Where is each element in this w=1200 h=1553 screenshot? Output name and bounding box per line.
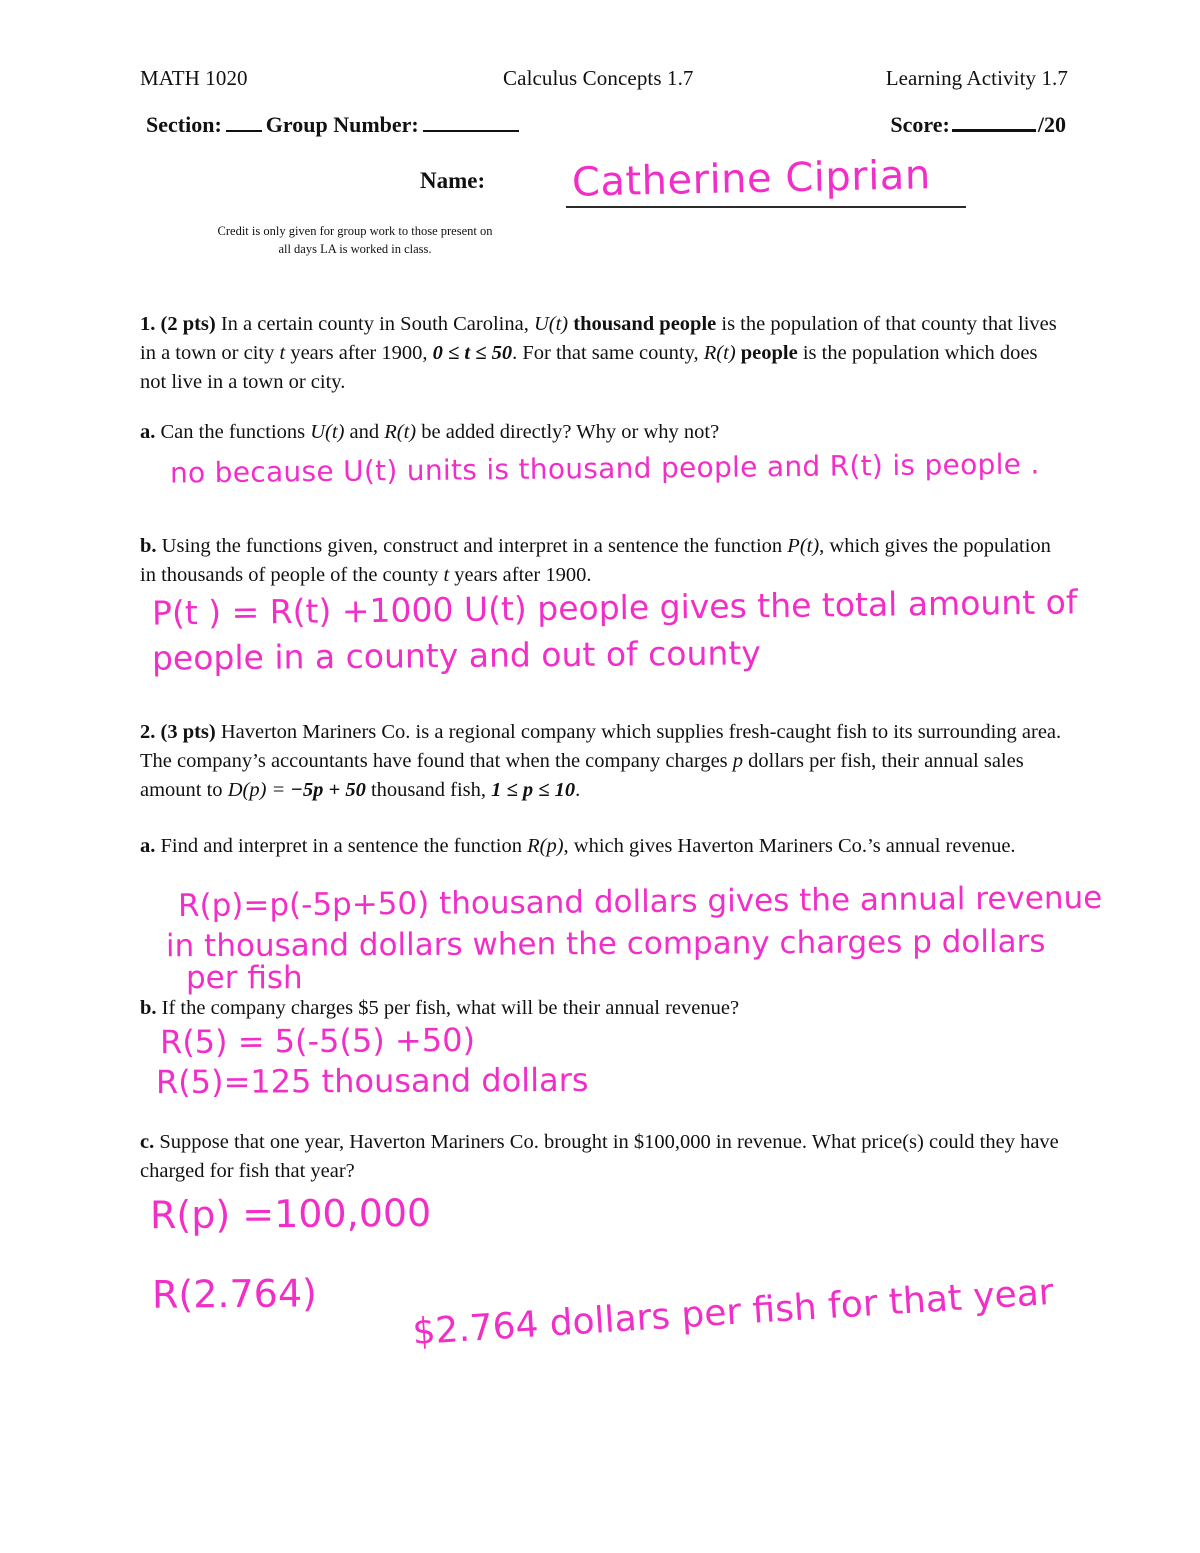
q2a-fn-r: R(p) [527, 835, 564, 857]
q1b-text-3: years after 1900. [449, 564, 592, 587]
header-top-row [140, 66, 1068, 91]
score-blank[interactable] [952, 129, 1036, 132]
question-2a-prompt [140, 832, 1065, 861]
q1b-answer-line-1: P(t ) = R(t) +1000 U(t) people gives the total amount of [151, 582, 1078, 633]
question-1-stem [140, 310, 1065, 397]
course-title: Calculus Concepts 1.7 [503, 66, 694, 90]
q2-expression: −5p + 50 [290, 779, 366, 802]
q1-text-5: . For that same county, [512, 342, 704, 365]
q1-number: 1. [140, 313, 156, 335]
q2-text-4: . [575, 779, 581, 802]
q1b-text-1: Using the functions given, construct and interpret in a sentence the function [156, 535, 788, 557]
q1a-text-1: Can the functions [155, 421, 311, 443]
q1-units-people: people [735, 342, 798, 365]
q1-text-7: is the population which does not live in a town or city. [140, 342, 1038, 394]
q1-var-t: t [279, 342, 286, 365]
course-code: MATH 1020 [140, 66, 248, 90]
score-total: /20 [1037, 112, 1066, 137]
q1b-fn-p: P(t) [787, 535, 820, 557]
q2c-letter: c. [140, 1131, 155, 1153]
q2a-text-2: , which gives Haverton Mariners Co.’s annual revenue. [563, 835, 1016, 857]
question-1b-prompt [140, 532, 1065, 590]
group-number-blank[interactable] [423, 130, 519, 132]
q2a-answer-line-1: R(p)=p(-5p+50) thousand dollars gives the annual revenue [177, 879, 1103, 925]
score-group [890, 112, 1066, 138]
q1-text-3: is the population of that county that lives in a town or city [140, 313, 1057, 365]
q2c-answer-line-1: R(p) =100,000 [149, 1190, 432, 1238]
q2-fn-d: D(p) = [227, 779, 291, 802]
q1-units-thousand: thousand people [568, 313, 717, 335]
q2a-answer-line-2: in thousand dollars when the company charges p dollars [165, 923, 1046, 965]
section-blank[interactable] [226, 130, 262, 132]
q2c-text-1: Suppose that one year, Haverton Mariners Co. brought in $100,000 in revenue. What price(s) could they have charged for fish that year? [140, 1131, 1059, 1183]
score-label: Score: [890, 112, 950, 137]
student-name-handwritten: Catherine Ciprian [571, 152, 932, 206]
section-label: Section: [146, 112, 222, 137]
q2-text-3: thousand fish, [365, 779, 492, 802]
question-2-stem [140, 718, 1065, 805]
q1a-fn-u: U(t) [310, 421, 345, 443]
q1a-fn-r: R(t) [384, 421, 417, 443]
q2b-answer-line-2: R(5)=125 thousand dollars [155, 1060, 589, 1102]
q1a-text-2: and [344, 421, 385, 443]
question-2c-prompt [140, 1128, 1065, 1186]
q1b-var-t: t [443, 564, 450, 587]
q1a-answer-handwritten: no because U(t) units is thousand people and R(t) is people . [169, 447, 1040, 490]
q1-text-4: years after 1900, [285, 342, 433, 365]
name-label: Name: [420, 168, 486, 193]
q2-points: (3 pts) [160, 721, 216, 743]
q1-points: (2 pts) [160, 313, 216, 335]
name-underline [566, 206, 966, 208]
q2c-answer-line-3: $2.764 dollars per fish for that year [411, 1271, 1055, 1354]
q2a-text-1: Find and interpret in a sentence the function [155, 835, 528, 857]
header-section-row [146, 112, 1066, 138]
q2-domain: 1 ≤ p ≤ 10 [491, 779, 576, 802]
group-number-label: Group Number: [265, 112, 419, 137]
question-1a-prompt [140, 418, 1065, 447]
credit-note: Credit is only given for group work to those present on all days LA is worked in class. [217, 224, 493, 257]
q2c-answer-line-2: R(2.764) [151, 1271, 318, 1317]
q2-var-p: p [732, 750, 744, 773]
q2a-answer-line-3: per fish [186, 960, 303, 996]
q1-domain: 0 ≤ t ≤ 50 [432, 342, 513, 365]
q1a-text-3: be added directly? Why or why not? [416, 421, 720, 443]
q2b-letter: b. [140, 997, 157, 1019]
q1b-answer-line-2: people in a county and out of county [151, 633, 761, 678]
q2b-text-1: If the company charges $5 per fish, what will be their annual revenue? [156, 997, 740, 1019]
q2-text-2: dollars per fish, their annual sales amount to [140, 750, 1024, 802]
q1-fn-r: R(t) [703, 342, 736, 365]
q1b-letter: b. [140, 535, 157, 557]
q1-fn-u: U(t) [533, 313, 569, 335]
q2-number: 2. [140, 721, 156, 743]
q2a-letter: a. [140, 835, 156, 857]
q1b-text-2: , which gives the population in thousands of people of the county [140, 535, 1051, 587]
q1a-letter: a. [140, 421, 156, 443]
q2b-answer-line-1: R(5) = 5(-5(5) +50) [159, 1020, 476, 1062]
activity-title: Learning Activity 1.7 [885, 66, 1068, 90]
q1-text-1: In a certain county in South Carolina, [215, 313, 534, 335]
q2-text-1: Haverton Mariners Co. is a regional company which supplies fresh-caught fish to its surrounding area. The company’s accountants have found that when the company charges [140, 721, 1062, 773]
question-2b-prompt [140, 994, 1065, 1023]
